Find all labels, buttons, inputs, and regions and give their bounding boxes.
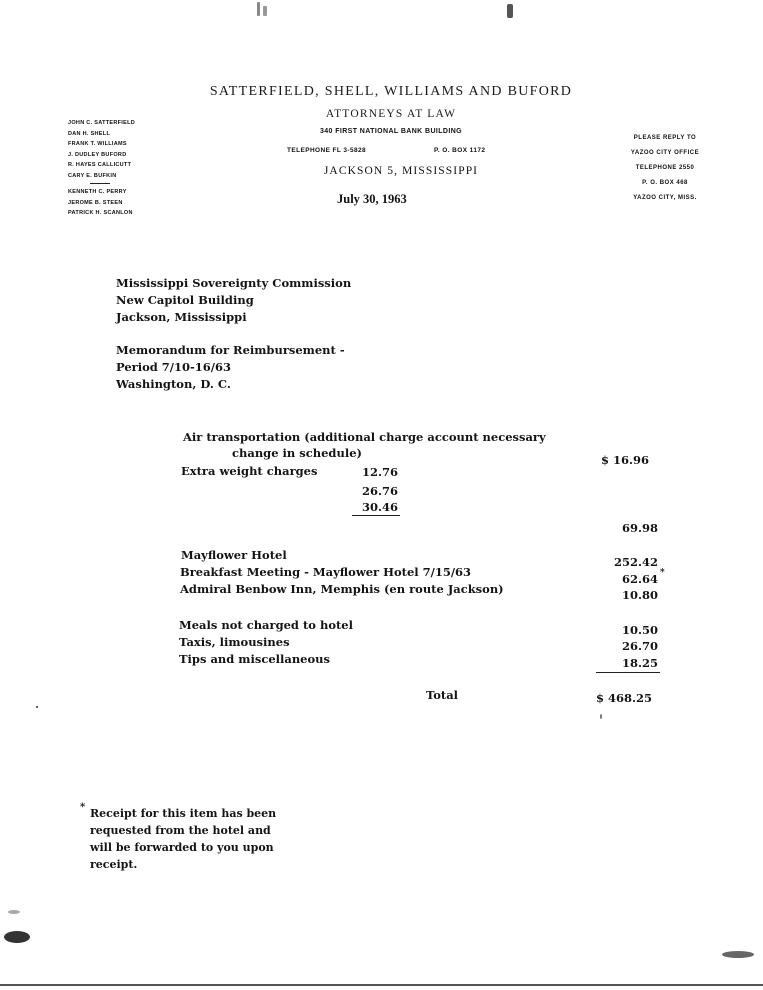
weight-value: 12.76: [361, 465, 398, 479]
scan-mark: [36, 706, 38, 708]
memo-line: Washington, D. C.: [116, 377, 231, 391]
scan-mark: [4, 931, 30, 943]
footnote-asterisk: *: [80, 802, 86, 813]
associate-name: PATRICK H. SCANLON: [68, 210, 133, 216]
scan-mark: [8, 910, 20, 914]
reply-block: [610, 131, 720, 206]
partner-name: FRANK T. WILLIAMS: [68, 141, 127, 147]
memo-line: Period 7/10-16/63: [116, 360, 231, 374]
partner-name: DAN H. SHELL: [68, 130, 111, 137]
firm-po-box: P. O. BOX 1172: [434, 147, 486, 154]
scan-mark: [263, 6, 267, 16]
air-transport-label-cont: change in schedule): [232, 446, 362, 460]
partner-name: CARY E. BUFKIN: [68, 172, 117, 179]
scan-mark: [600, 714, 602, 719]
associate-name: JEROME B. STEEN: [68, 199, 123, 206]
tips-amount: 18.25: [621, 656, 658, 670]
memo-line: Memorandum for Reimbursement -: [116, 343, 345, 357]
taxis-amount: 26.70: [621, 639, 658, 653]
firm-name: SATTERFIELD, SHELL, WILLIAMS AND BUFORD: [209, 84, 573, 99]
hotel-amount: 252.42: [613, 555, 658, 569]
footnote-line: Receipt for this item has been: [90, 807, 277, 820]
reply-line: YAZOO CITY, MISS.: [633, 195, 697, 201]
firm-telephone: TELEPHONE FL 3-5828: [287, 147, 367, 154]
reply-line: PLEASE REPLY TO: [633, 135, 697, 141]
addressee-line: Jackson, Mississippi: [116, 310, 247, 324]
meals-amount: 10.50: [621, 623, 658, 637]
tips-underline: [596, 672, 660, 673]
associate-name: KENNETH C. PERRY: [68, 189, 127, 195]
partners-list: [68, 118, 135, 219]
taxis-label: Taxis, limousines: [179, 635, 290, 649]
addressee-line: New Capitol Building: [116, 293, 254, 307]
footnote-line: requested from the hotel and: [90, 824, 271, 837]
air-transport-label: Air transportation (additional charge account necessary: [183, 430, 546, 444]
memo-heading: [116, 342, 345, 393]
reply-line: TELEPHONE 2550: [635, 165, 695, 171]
tips-label: Tips and miscellaneous: [179, 652, 331, 666]
partner-name: JOHN C. SATTERFIELD: [68, 120, 136, 126]
reply-line: YAZOO CITY OFFICE: [630, 150, 700, 156]
addressee-line: Mississippi Sovereignty Commission: [116, 276, 352, 290]
footnote-line: will be forwarded to you upon: [90, 841, 274, 854]
inn-label: Admiral Benbow Inn, Memphis (en route Jackson): [180, 582, 504, 596]
letter-date: July 30, 1963: [337, 192, 407, 206]
scan-mark: [722, 951, 754, 958]
reply-line: P. O. BOX 468: [642, 180, 688, 186]
weight-underline: [352, 515, 400, 516]
air-transport-amount: $ 16.96: [601, 453, 650, 467]
extra-weight-label: Extra weight charges: [181, 464, 318, 478]
addressee-block: [116, 275, 351, 326]
partners-divider: [90, 183, 110, 184]
scan-mark: [507, 4, 513, 18]
breakfast-asterisk: *: [660, 568, 665, 578]
transport-subtotal: 69.98: [621, 521, 658, 535]
footnote-text: [90, 805, 276, 873]
total-label: Total: [426, 688, 459, 702]
inn-amount: 10.80: [621, 588, 658, 602]
meals-label: Meals not charged to hotel: [179, 618, 353, 632]
hotel-label: Mayflower Hotel: [181, 548, 287, 562]
page-edge-line: [0, 984, 763, 986]
scan-mark: [257, 2, 260, 16]
total-amount: $ 468.25: [596, 691, 653, 705]
footnote-line: receipt.: [90, 858, 138, 871]
partner-name: R. HAYES CALLICUTT: [68, 162, 132, 168]
breakfast-label: Breakfast Meeting - Mayflower Hotel 7/15/63: [180, 565, 472, 579]
firm-city: JACKSON 5, MISSISSIPPI: [323, 165, 479, 177]
weight-value: 26.76: [361, 484, 398, 498]
weight-value: 30.46: [361, 500, 398, 514]
firm-subtitle: ATTORNEYS AT LAW: [325, 108, 457, 120]
breakfast-amount: 62.64: [621, 572, 658, 586]
partner-name: J. DUDLEY BUFORD: [68, 151, 127, 158]
firm-building: 340 FIRST NATIONAL BANK BUILDING: [319, 128, 463, 135]
